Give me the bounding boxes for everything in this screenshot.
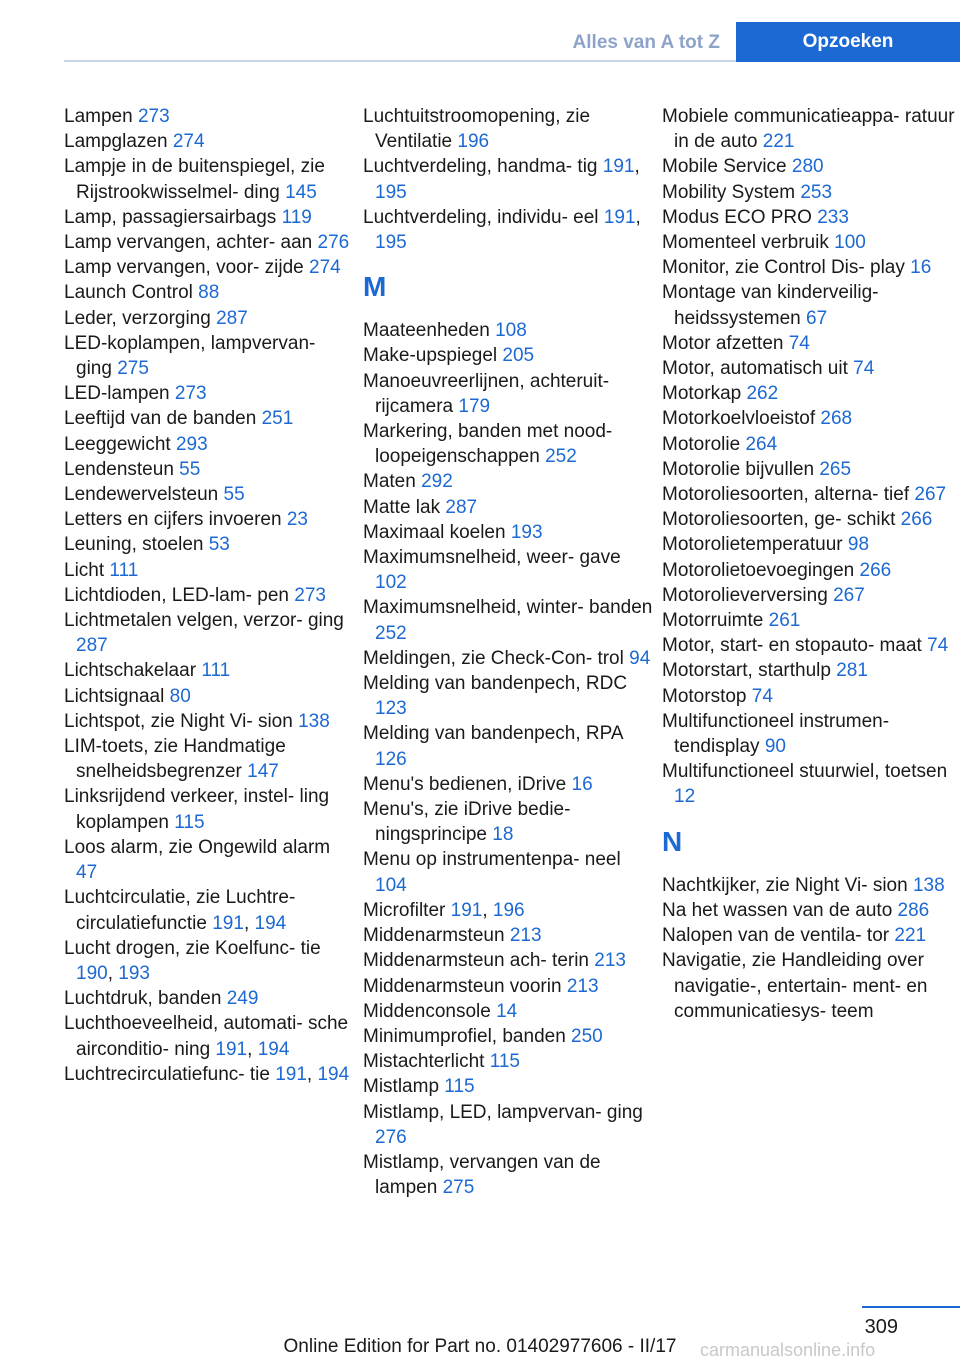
page-reference-link[interactable]: 286	[897, 899, 930, 921]
entry-term: Motor, automatisch uit	[662, 358, 848, 380]
entry-term: Maateenheden	[363, 320, 490, 342]
edition-note: Online Edition for Part no. 01402977606 - II/17	[283, 1336, 677, 1357]
index-entry	[64, 709, 354, 734]
index-entry	[363, 671, 653, 721]
entry-term: Motorolietoevoegingen	[662, 559, 855, 581]
page-reference-link[interactable]: 193	[510, 521, 543, 543]
index-entry: Luchtrecirculatiefunc‐ tie 191, 194	[64, 1063, 350, 1085]
index-entry	[662, 948, 958, 1024]
page-reference-link[interactable]: 115	[444, 1076, 475, 1098]
page-reference-link[interactable]: 111	[201, 660, 231, 682]
entry-term: Mistlamp	[363, 1076, 440, 1098]
entry-term: Motorolie bijvullen	[662, 458, 815, 480]
index-entry	[662, 923, 958, 948]
page-reference-link[interactable]: 287	[216, 307, 248, 329]
page-reference-link[interactable]: 267	[833, 584, 865, 606]
index-entry	[64, 684, 354, 709]
entry-term: Motoroliesoorten, ge‐ schikt	[662, 509, 896, 531]
entry-term: Luchtverdeling, handma‐ tig	[363, 156, 598, 178]
page-reference-link[interactable]: 233	[817, 206, 849, 228]
index-entry	[662, 507, 958, 532]
entry-term: Momenteel verbruik	[662, 232, 829, 254]
entry-term: Motor, start- en stopauto‐ maat	[662, 635, 922, 657]
entry-term: Monitor, zie Control Dis‐ play	[662, 257, 905, 279]
page-reference-link[interactable]: 102	[375, 572, 407, 594]
page-reference-link[interactable]: 191	[275, 1063, 307, 1085]
entry-term: Manoeuvreerlijnen, achteruit‐ rijcamera	[363, 370, 610, 417]
entry-term: Mistlamp, LED, lampvervan‐ ging	[363, 1101, 643, 1123]
index-entry	[363, 974, 653, 999]
entry-term: Maximaal koelen	[363, 521, 506, 543]
index-entry	[64, 532, 354, 557]
page-reference-link[interactable]: 266	[859, 559, 892, 581]
index-entry	[64, 507, 354, 532]
index-entry	[64, 986, 354, 1011]
index-entry	[662, 684, 958, 709]
index-entry: Luchtcirculatie, zie Luchtre‐ circulatiefunctie 191, 194	[64, 887, 296, 934]
index-entry	[363, 1049, 653, 1074]
watermark: carmanualsonline.info	[700, 1340, 876, 1360]
entry-term: Nalopen van de ventila‐ tor	[662, 925, 890, 947]
page-reference-link[interactable]: 268	[820, 408, 853, 430]
entry-term: Lichtspot, zie Night Vi‐ sion	[64, 710, 293, 732]
index-entry	[64, 432, 354, 457]
page-reference-link[interactable]: 194	[317, 1063, 350, 1085]
index-entry	[64, 230, 354, 255]
entry-term: Leuning, stoelen	[64, 534, 204, 556]
index-entry: Luchtverdeling, individu‐ eel 191, 195	[363, 206, 641, 254]
page-reference-link[interactable]: 147	[247, 761, 279, 783]
entry-term: Menu's, zie iDrive bedie‐ ningsprincipe	[363, 799, 571, 846]
index-entry	[363, 923, 653, 948]
index-entry	[64, 331, 354, 381]
entry-term: Menu's bedienen, iDrive	[363, 773, 567, 795]
index-entry	[363, 545, 653, 595]
entry-term: Nachtkijker, zie Night Vi‐ sion	[662, 874, 908, 896]
entry-term: Lamp, passagiersairbags	[64, 206, 277, 228]
page-reference-link[interactable]: 281	[836, 660, 868, 682]
entry-term: Navigatie, zie Handleiding over navigatie-, entertain‐ ment- en communicatiesys‐ teem	[662, 950, 928, 1022]
entry-term: Mistachterlicht	[363, 1051, 485, 1073]
index-entry	[363, 797, 653, 847]
index-entry	[662, 230, 958, 255]
page-reference-link[interactable]: 123	[375, 698, 407, 720]
index-entry	[64, 583, 354, 608]
page-number: 309	[864, 1316, 898, 1338]
entry-term: Letters en cijfers invoeren	[64, 509, 282, 531]
page-reference-link[interactable]: 119	[281, 206, 312, 228]
page-reference-link[interactable]: 55	[179, 458, 201, 480]
page-reference-link[interactable]: 195	[375, 232, 407, 254]
page-reference-link[interactable]: 104	[375, 874, 407, 896]
page-reference-link[interactable]: 221	[762, 131, 795, 153]
entry-term: Multifunctioneel stuurwiel, toetsen	[662, 761, 948, 783]
page-reference-link[interactable]: 273	[137, 106, 170, 127]
page-reference-link[interactable]: 94	[629, 647, 651, 669]
page-reference-link[interactable]: 196	[457, 131, 490, 153]
index-entry	[662, 532, 958, 557]
entry-term: Lichtschakelaar	[64, 660, 197, 682]
index-entry	[363, 1074, 653, 1099]
page-reference-link[interactable]: 275	[117, 358, 149, 380]
entry-term: Maten	[363, 471, 416, 493]
page-reference-link[interactable]: 252	[375, 622, 407, 644]
entry-term: Maximumsnelheid, weer‐ gave	[363, 547, 621, 569]
page-reference-link[interactable]: 274	[172, 131, 205, 153]
entry-term: Middenarmsteun ach‐ terin	[363, 950, 589, 972]
entry-term: Lamp vervangen, voor‐ zijde	[64, 257, 304, 279]
page-reference-link[interactable]: 98	[847, 534, 870, 556]
index-entry	[64, 658, 354, 683]
index-entry	[64, 835, 354, 885]
page-reference-link[interactable]: 252	[545, 446, 577, 468]
index-entry	[363, 999, 653, 1024]
index-entry	[64, 306, 354, 331]
page-reference-link[interactable]: 115	[174, 811, 205, 833]
index-entry	[662, 482, 958, 507]
entry-term: Motoroliesoorten, alterna‐ tief	[662, 484, 910, 506]
entry-term: Licht	[64, 559, 105, 581]
index-entry	[662, 583, 958, 608]
page-reference-link[interactable]: 12	[674, 786, 696, 808]
page-reference-link[interactable]: 138	[912, 874, 945, 896]
entry-term: Launch Control	[64, 282, 193, 304]
index-entry	[363, 495, 653, 520]
index-entry	[662, 873, 958, 898]
page-reference-link[interactable]: 267	[914, 484, 947, 506]
entry-term: Luchtcirculatie, zie Luchtre‐ circulatiefunctie	[64, 887, 296, 934]
index-entry	[64, 608, 354, 658]
page-reference-link[interactable]: 266	[900, 509, 933, 531]
page-reference-link[interactable]: 195	[375, 181, 407, 203]
page-reference-link[interactable]: 274	[309, 257, 341, 279]
index-entry: Microfilter 191, 196	[363, 899, 525, 921]
entry-term: Lichtdioden, LED-lam‐ pen	[64, 584, 289, 606]
entry-term: Modus ECO PRO	[662, 206, 812, 228]
index-entry	[662, 457, 958, 482]
index-entry	[64, 784, 354, 834]
index-entry	[662, 154, 958, 179]
page-reference-link[interactable]: 275	[442, 1177, 475, 1199]
index-entry	[662, 898, 958, 923]
index-entry: Luchthoeveelheid, automati‐ sche airconditio‐ ning 191, 194	[64, 1013, 349, 1060]
index-entry	[363, 104, 653, 154]
entry-term: LIM-toets, zie Handmatige snelheidsbegrenzer	[64, 736, 286, 783]
page-reference-link[interactable]: 74	[751, 685, 773, 707]
entry-term: Middenarmsteun	[363, 925, 505, 947]
entry-term: Leeggewicht	[64, 433, 171, 455]
page-reference-link[interactable]: 23	[286, 509, 308, 531]
index-entry	[363, 1024, 653, 1049]
page-reference-link[interactable]: 287	[76, 635, 108, 657]
page-reference-link[interactable]: 100	[834, 232, 866, 254]
index-entry	[662, 280, 958, 330]
entry-term: Na het wassen van de auto	[662, 899, 893, 921]
page-reference-link[interactable]: 250	[571, 1025, 603, 1047]
entry-term: Motor afzetten	[662, 332, 784, 354]
index-entry	[363, 847, 653, 897]
index-entry	[363, 721, 653, 771]
entry-term: Make-upspiegel	[363, 345, 498, 367]
entry-term: Mistlamp, vervangen van de lampen	[363, 1151, 601, 1199]
index-entry	[662, 633, 958, 658]
page-reference-link[interactable]: 179	[458, 395, 491, 417]
page-reference-link[interactable]: 138	[298, 710, 330, 732]
page-reference-link[interactable]: 292	[421, 471, 453, 493]
page-reference-link[interactable]: 213	[566, 975, 599, 997]
page-reference-link[interactable]: 67	[806, 307, 828, 329]
page-reference-link[interactable]: 90	[764, 736, 786, 758]
page-reference-link[interactable]: 80	[169, 685, 191, 707]
page-reference-link[interactable]: 194	[254, 912, 287, 934]
index-entry	[363, 318, 653, 343]
entry-term: Luchtverdeling, individu‐ eel	[363, 206, 599, 228]
index-entry	[662, 759, 958, 809]
page-reference-link[interactable]: 264	[745, 433, 778, 455]
index-entry	[64, 154, 354, 204]
index-entry	[662, 255, 958, 280]
index-entry	[64, 205, 354, 230]
entry-term: Lucht drogen, zie Koelfunc‐ tie	[64, 937, 321, 959]
entry-term: Lichtsignaal	[64, 685, 165, 707]
page-reference-link[interactable]: 273	[294, 584, 326, 606]
index-entry	[64, 381, 354, 406]
index-entry: Lucht drogen, zie Koelfunc‐ tie 190, 193	[64, 937, 321, 984]
entry-term: Leder, verzorging	[64, 307, 211, 329]
entry-term: Lendensteun	[64, 458, 174, 480]
index-entry	[64, 280, 354, 305]
entry-term: Middenconsole	[363, 1000, 491, 1022]
index-entry	[363, 520, 653, 545]
page-reference-link[interactable]: 126	[375, 748, 407, 770]
page-reference-link[interactable]: 196	[492, 899, 525, 921]
page-reference-link[interactable]: 16	[571, 773, 593, 795]
entry-term: Motorstop	[662, 685, 747, 707]
index-entry	[662, 406, 958, 431]
index-entry	[363, 948, 653, 973]
page-reference-link[interactable]: 221	[894, 925, 927, 947]
index-entry	[64, 104, 354, 129]
entry-term: Melding van bandenpech, RPA	[363, 723, 623, 745]
entry-term: Mobiele communicatieappa‐ ratuur in de auto	[662, 106, 955, 153]
index-letter-heading: M	[363, 271, 387, 303]
page-reference-link[interactable]: 191	[602, 156, 635, 178]
index-entry	[662, 709, 958, 759]
entry-term: Menu op instrumentenpa‐ neel	[363, 849, 621, 871]
index-entry	[363, 772, 653, 797]
entry-term: Linksrijdend verkeer, instel‐ ling koplampen	[64, 786, 330, 833]
entry-term: Markering, banden met nood‐ loopeigenschappen	[363, 421, 613, 468]
index-entry	[662, 356, 958, 381]
index-entry	[64, 558, 354, 583]
section-tab[interactable]: Alles van A tot Z	[572, 32, 720, 53]
index-column-1	[64, 104, 354, 1087]
index-entry	[662, 658, 958, 683]
entry-term: Minimumprofiel, banden	[363, 1025, 566, 1047]
page-reference-link[interactable]: 251	[261, 408, 294, 430]
entry-term: Motorstart, starthulp	[662, 660, 831, 682]
page-reference-link[interactable]: 287	[445, 496, 478, 518]
entry-term: Luchtdruk, banden	[64, 988, 222, 1010]
page-reference-link[interactable]: 205	[502, 345, 535, 367]
page-reference-link[interactable]: 280	[791, 156, 824, 178]
page-reference-link[interactable]: 191	[450, 899, 483, 921]
page-reference-link[interactable]: 191	[603, 206, 636, 228]
page-reference-link[interactable]: 293	[175, 433, 208, 455]
index-entry	[363, 419, 653, 469]
page-reference-link[interactable]: 249	[226, 988, 259, 1010]
index-entry	[64, 482, 354, 507]
entry-term: Middenarmsteun voorin	[363, 975, 562, 997]
page-reference-link[interactable]: 115	[489, 1051, 520, 1073]
page-reference-link[interactable]: 145	[285, 181, 317, 203]
index-entry	[64, 255, 354, 280]
index-entry	[363, 1100, 653, 1150]
entry-term: Microfilter	[363, 899, 446, 921]
index-entry	[662, 432, 958, 457]
entry-term: Lampen	[64, 106, 133, 127]
page-reference-link[interactable]: 111	[109, 559, 139, 581]
entry-term: Loos alarm, zie Ongewild alarm	[64, 836, 331, 858]
entry-term: Mobile Service	[662, 156, 787, 178]
entry-term: Lampje in de buitenspiegel, zie Rijstrookwisselmel‐ ding	[64, 156, 325, 203]
page-reference-link[interactable]: 273	[174, 383, 207, 405]
entry-term: Lendewervelsteun	[64, 484, 219, 506]
entry-term: Luchtrecirculatiefunc‐ tie	[64, 1063, 270, 1085]
entry-term: Motorolie	[662, 433, 741, 455]
entry-term: Lampglazen	[64, 131, 168, 153]
index-entry	[363, 595, 653, 645]
entry-term: Meldingen, zie Check-Con‐ trol	[363, 647, 624, 669]
index-entry	[662, 608, 958, 633]
page-reference-link[interactable]: 261	[768, 610, 801, 632]
page-reference-link[interactable]: 47	[76, 862, 98, 884]
page-reference-link[interactable]: 213	[594, 950, 626, 972]
entry-term: LED-koplampen, lampvervan‐ ging	[64, 332, 316, 380]
page-reference-link[interactable]: 191	[212, 912, 244, 934]
entry-term: Luchtuitstroomopening, zie Ventilatie	[363, 106, 591, 153]
page-reference-link[interactable]: 276	[317, 232, 350, 254]
entry-term: Leeftijd van de banden	[64, 408, 257, 430]
index-entry	[662, 180, 958, 205]
footer-rule	[862, 1306, 960, 1308]
page-reference-link[interactable]: 108	[495, 320, 527, 342]
entry-term: Motorkap	[662, 383, 742, 405]
index-entry	[662, 558, 958, 583]
entry-term: Multifunctioneel instrumen‐ tendisplay	[662, 710, 890, 758]
entry-term: Motorkoelvloeistof	[662, 408, 816, 430]
index-entry	[662, 331, 958, 356]
index-entry	[64, 734, 354, 784]
entry-term: Mobility System	[662, 181, 796, 203]
entry-term: Luchthoeveelheid, automati‐ sche airconditio‐ ning	[64, 1013, 349, 1060]
index-entry	[363, 369, 653, 419]
index-entry	[64, 129, 354, 154]
index-column-2	[363, 104, 653, 1200]
entry-term: Motorruimte	[662, 610, 764, 632]
search-tab[interactable]: Opzoeken	[736, 22, 960, 62]
index-entry	[662, 205, 958, 230]
index-entry	[64, 406, 354, 431]
entry-term: LED-lampen	[64, 383, 170, 405]
entry-term: Lamp vervangen, achter‐ aan	[64, 232, 313, 254]
index-letter-heading: N	[662, 825, 683, 857]
entry-term: Maximumsnelheid, winter‐ banden	[363, 597, 653, 619]
page-reference-link[interactable]: 74	[788, 332, 810, 354]
page-reference-link[interactable]: 88	[198, 282, 220, 304]
page-reference-link[interactable]: 265	[819, 458, 852, 480]
page-reference-link[interactable]: 253	[800, 181, 833, 203]
entry-term: Montage van kinderveilig‐ heidssystemen	[662, 282, 879, 329]
page-reference-link[interactable]: 193	[118, 962, 150, 984]
page-reference-link[interactable]: 276	[375, 1126, 407, 1148]
index-column-3	[662, 104, 958, 1024]
index-entry	[363, 1150, 653, 1200]
page-reference-link[interactable]: 16	[910, 257, 932, 279]
index-entry	[363, 469, 653, 494]
page-reference-link[interactable]: 194	[257, 1038, 290, 1060]
entry-term: Matte lak	[363, 496, 441, 518]
index-entry	[363, 646, 653, 671]
entry-term: Lichtmetalen velgen, verzor‐ ging	[64, 610, 344, 632]
index-entry	[662, 104, 958, 154]
page-reference-link[interactable]: 74	[853, 358, 875, 380]
page-reference-link[interactable]: 18	[492, 824, 514, 846]
entry-term: Melding van bandenpech, RDC	[363, 673, 628, 695]
page-reference-link[interactable]: 262	[746, 383, 779, 405]
entry-term: Motorolieverversing	[662, 584, 828, 606]
page-reference-link[interactable]: 74	[927, 635, 949, 657]
page-reference-link[interactable]: 213	[509, 925, 542, 947]
index-entry: Luchtverdeling, handma‐ tig 191, 195	[363, 156, 640, 203]
index-entry	[662, 381, 958, 406]
page-reference-link[interactable]: 191	[215, 1038, 248, 1060]
page-reference-link[interactable]: 14	[496, 1000, 518, 1022]
page-reference-link[interactable]: 53	[208, 534, 230, 556]
entry-term: Motorolietemperatuur	[662, 534, 843, 556]
index-entry	[363, 343, 653, 368]
page-reference-link[interactable]: 55	[223, 484, 245, 506]
page-reference-link[interactable]: 190	[76, 962, 108, 984]
index-entry	[64, 457, 354, 482]
